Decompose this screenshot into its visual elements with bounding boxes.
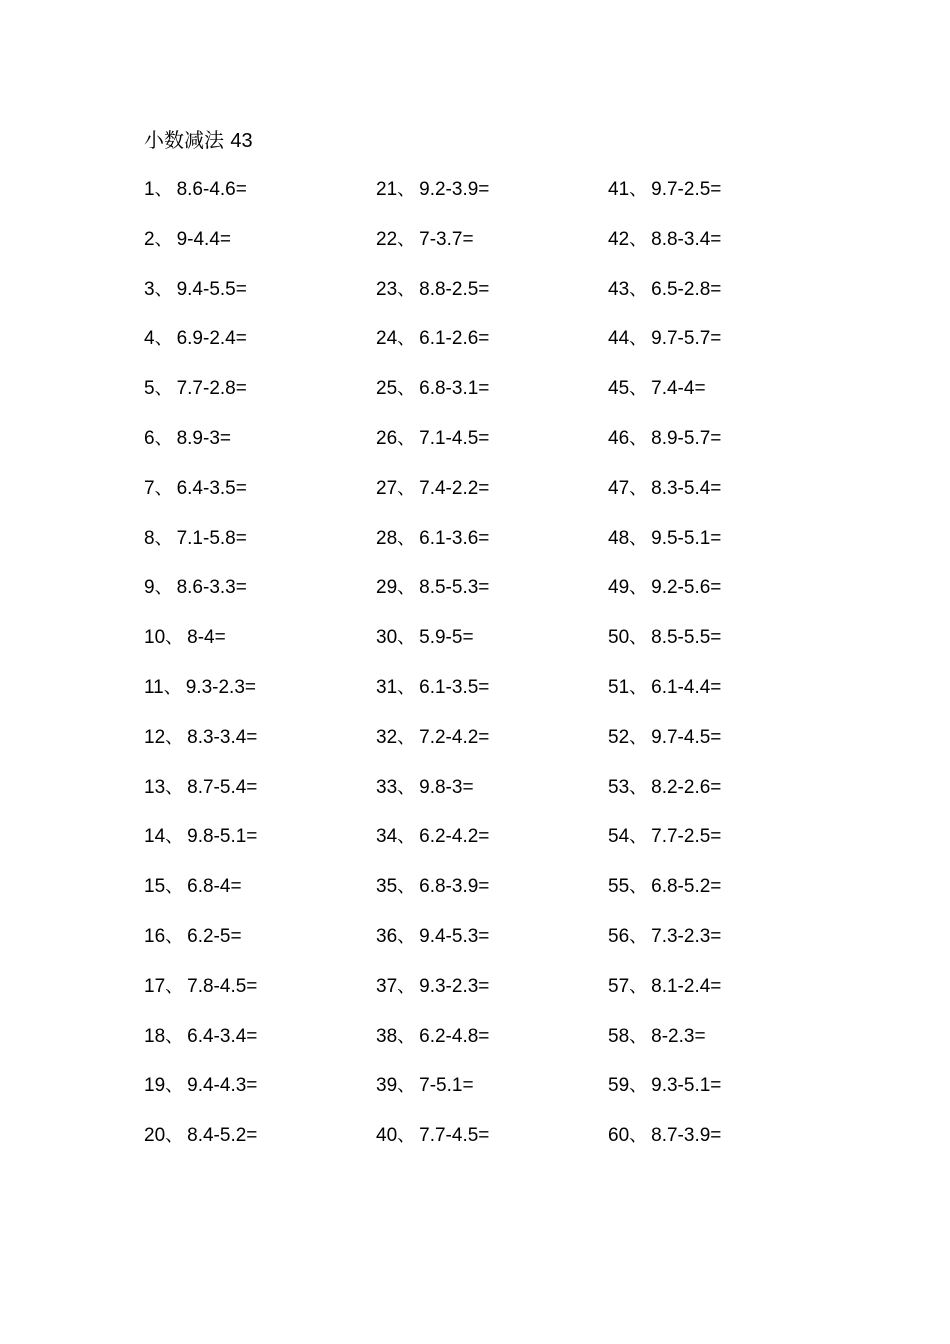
problem-item xyxy=(376,674,606,724)
problem-number: 46 xyxy=(608,427,630,449)
problem-expression: 6.1-2.6= xyxy=(419,328,490,350)
problem-expression: 9.8-3= xyxy=(419,776,474,798)
problem-expression: 7-5.1= xyxy=(419,1075,474,1097)
page-title xyxy=(144,126,253,155)
problem-separator: 、 xyxy=(154,427,173,449)
problem-expression: 7.8-4.5= xyxy=(187,975,258,997)
problem-number: 38 xyxy=(376,1025,398,1047)
problem-expression: 6.2-5= xyxy=(187,925,242,947)
problem-item xyxy=(376,574,606,624)
problem-item xyxy=(376,176,606,226)
problem-item xyxy=(376,1122,606,1172)
problem-item xyxy=(608,226,838,276)
problem-number: 25 xyxy=(376,378,398,400)
problem-number: 31 xyxy=(376,676,398,698)
problem-expression: 9.4-5.3= xyxy=(419,925,490,947)
problem-expression: 9.4-4.3= xyxy=(187,1075,258,1097)
problem-expression: 8.9-5.7= xyxy=(651,427,722,449)
problem-column-3 xyxy=(608,176,838,1172)
problem-expression: 9.3-2.3= xyxy=(185,676,256,698)
problem-item xyxy=(376,276,606,326)
problem-expression: 8.3-3.4= xyxy=(187,726,258,748)
problem-separator: 、 xyxy=(629,627,648,649)
problem-number: 20 xyxy=(144,1125,166,1147)
problem-expression: 7.7-2.8= xyxy=(176,378,247,400)
problem-separator: 、 xyxy=(397,726,416,748)
problem-separator: 、 xyxy=(629,328,648,350)
problem-number: 21 xyxy=(376,179,398,200)
problem-item xyxy=(608,375,838,425)
problem-expression: 7.7-2.5= xyxy=(651,826,722,848)
problem-separator: 、 xyxy=(397,278,416,300)
problem-item xyxy=(376,923,606,973)
problem-separator: 、 xyxy=(397,1075,416,1097)
problem-number: 33 xyxy=(376,776,398,798)
problem-number: 45 xyxy=(608,378,630,400)
problem-number: 26 xyxy=(376,427,398,449)
problem-item xyxy=(608,624,838,674)
problem-number: 12 xyxy=(144,726,166,748)
problem-number: 18 xyxy=(144,1025,166,1047)
problem-expression: 9.8-5.1= xyxy=(187,826,258,848)
problem-separator: 、 xyxy=(165,925,184,947)
problem-number: 14 xyxy=(144,826,166,848)
problem-expression: 9-4.4= xyxy=(176,228,231,250)
problem-number: 35 xyxy=(376,876,398,898)
problem-expression: 7.3-2.3= xyxy=(651,925,722,947)
problem-number: 29 xyxy=(376,577,398,599)
problem-item xyxy=(144,724,374,774)
problem-separator: 、 xyxy=(629,1025,648,1047)
problem-item xyxy=(608,674,838,724)
problem-item xyxy=(376,1023,606,1073)
problem-separator: 、 xyxy=(629,1125,648,1147)
problem-item xyxy=(144,525,374,575)
problem-number: 4 xyxy=(144,328,155,350)
problem-expression: 8.6-4.6= xyxy=(176,179,247,200)
problem-item xyxy=(608,774,838,824)
problem-item xyxy=(144,176,374,226)
problem-expression: 9.7-4.5= xyxy=(651,726,722,748)
problem-number: 34 xyxy=(376,826,398,848)
problem-expression: 7.1-5.8= xyxy=(176,527,247,549)
problem-separator: 、 xyxy=(163,676,182,698)
problem-expression: 5.9-5= xyxy=(419,627,474,649)
problem-separator: 、 xyxy=(397,477,416,499)
problem-number: 48 xyxy=(608,527,630,549)
problem-separator: 、 xyxy=(165,627,184,649)
problem-item xyxy=(376,1072,606,1122)
problem-separator: 、 xyxy=(154,477,173,499)
problem-column-1 xyxy=(144,176,374,1172)
problem-expression: 8.5-5.3= xyxy=(419,577,490,599)
problem-separator: 、 xyxy=(165,876,184,898)
problem-expression: 8.4-5.2= xyxy=(187,1125,258,1147)
problem-separator: 、 xyxy=(154,328,173,350)
problem-item xyxy=(608,1122,838,1172)
problem-separator: 、 xyxy=(154,527,173,549)
problem-item xyxy=(376,624,606,674)
problem-expression: 6.8-5.2= xyxy=(651,876,722,898)
problem-separator: 、 xyxy=(397,925,416,947)
problem-expression: 9.5-5.1= xyxy=(651,527,722,549)
problem-number: 37 xyxy=(376,975,398,997)
problem-separator: 、 xyxy=(629,527,648,549)
problem-item xyxy=(376,823,606,873)
problem-number: 32 xyxy=(376,726,398,748)
problem-separator: 、 xyxy=(397,876,416,898)
problem-separator: 、 xyxy=(397,975,416,997)
problem-item xyxy=(376,375,606,425)
problem-expression: 9.7-5.7= xyxy=(651,328,722,350)
problem-expression: 6.4-3.4= xyxy=(187,1025,258,1047)
problem-item xyxy=(376,724,606,774)
problem-separator: 、 xyxy=(629,228,648,250)
problem-separator: 、 xyxy=(397,228,416,250)
problem-separator: 、 xyxy=(397,1025,416,1047)
problem-separator: 、 xyxy=(629,676,648,698)
problem-item xyxy=(608,325,838,375)
problem-separator: 、 xyxy=(629,179,648,200)
problem-item xyxy=(608,1072,838,1122)
problem-expression: 7.1-4.5= xyxy=(419,427,490,449)
problem-number: 42 xyxy=(608,228,630,250)
problem-number: 59 xyxy=(608,1075,630,1097)
problem-item xyxy=(144,276,374,326)
problem-expression: 6.8-3.9= xyxy=(419,876,490,898)
problem-number: 51 xyxy=(608,676,630,698)
problem-item xyxy=(608,823,838,873)
problem-separator: 、 xyxy=(154,278,173,300)
problem-number: 3 xyxy=(144,278,155,300)
problem-item xyxy=(144,1122,374,1172)
problem-number: 47 xyxy=(608,477,630,499)
problem-expression: 6.9-2.4= xyxy=(176,328,247,350)
problem-separator: 、 xyxy=(165,975,184,997)
problem-number: 17 xyxy=(144,975,166,997)
problem-item xyxy=(376,425,606,475)
problem-expression: 6.1-3.6= xyxy=(419,527,490,549)
problem-item xyxy=(608,923,838,973)
problem-expression: 8.8-2.5= xyxy=(419,278,490,300)
problem-separator: 、 xyxy=(397,378,416,400)
problem-separator: 、 xyxy=(165,1025,184,1047)
problem-item xyxy=(144,226,374,276)
problem-number: 15 xyxy=(144,876,166,898)
problem-expression: 7-3.7= xyxy=(419,228,474,250)
problem-number: 50 xyxy=(608,627,630,649)
problem-separator: 、 xyxy=(629,726,648,748)
problem-number: 22 xyxy=(376,228,398,250)
problem-expression: 6.1-4.4= xyxy=(651,676,722,698)
problem-expression: 8.5-5.5= xyxy=(651,627,722,649)
problem-separator: 、 xyxy=(397,676,416,698)
problem-expression: 8.8-3.4= xyxy=(651,228,722,250)
problem-number: 57 xyxy=(608,975,630,997)
problem-number: 54 xyxy=(608,826,630,848)
problem-separator: 、 xyxy=(397,577,416,599)
problem-expression: 9.2-3.9= xyxy=(419,179,490,200)
problem-separator: 、 xyxy=(397,179,416,200)
problem-separator: 、 xyxy=(165,726,184,748)
problem-expression: 8.7-3.9= xyxy=(651,1125,722,1147)
problem-number: 36 xyxy=(376,925,398,947)
problem-column-2 xyxy=(376,176,606,1172)
problem-item xyxy=(376,873,606,923)
problem-number: 28 xyxy=(376,527,398,549)
problem-separator: 、 xyxy=(629,278,648,300)
problem-separator: 、 xyxy=(165,1075,184,1097)
problem-separator: 、 xyxy=(629,1075,648,1097)
problem-separator: 、 xyxy=(154,577,173,599)
problem-expression: 8-2.3= xyxy=(651,1025,706,1047)
problem-separator: 、 xyxy=(397,1125,416,1147)
problem-item xyxy=(376,475,606,525)
problem-expression: 9.2-5.6= xyxy=(651,577,722,599)
problem-expression: 8.6-3.3= xyxy=(176,577,247,599)
problem-expression: 6.5-2.8= xyxy=(651,278,722,300)
problem-separator: 、 xyxy=(154,179,173,200)
problem-separator: 、 xyxy=(397,826,416,848)
problem-number: 52 xyxy=(608,726,630,748)
problem-expression: 8.2-2.6= xyxy=(651,776,722,798)
problem-expression: 6.4-3.5= xyxy=(176,477,247,499)
problem-separator: 、 xyxy=(165,1125,184,1147)
problem-expression: 8-4= xyxy=(187,627,226,649)
problem-number: 43 xyxy=(608,278,630,300)
problem-number: 13 xyxy=(144,776,166,798)
problem-expression: 9.3-5.1= xyxy=(651,1075,722,1097)
problem-item xyxy=(144,973,374,1023)
problem-expression: 8.9-3= xyxy=(176,427,231,449)
problem-item xyxy=(608,724,838,774)
problem-separator: 、 xyxy=(629,975,648,997)
problem-expression: 7.7-4.5= xyxy=(419,1125,490,1147)
problem-item xyxy=(608,176,838,226)
problem-item xyxy=(608,574,838,624)
problem-separator: 、 xyxy=(154,378,173,400)
problem-separator: 、 xyxy=(154,228,173,250)
problem-item xyxy=(608,525,838,575)
problem-separator: 、 xyxy=(165,826,184,848)
problem-number: 10 xyxy=(144,627,166,649)
problem-number: 5 xyxy=(144,378,155,400)
problem-separator: 、 xyxy=(397,328,416,350)
problem-item xyxy=(144,425,374,475)
problem-item xyxy=(608,475,838,525)
problem-item xyxy=(144,325,374,375)
problem-separator: 、 xyxy=(629,826,648,848)
problem-separator: 、 xyxy=(629,776,648,798)
problem-number: 7 xyxy=(144,477,155,499)
problem-number: 24 xyxy=(376,328,398,350)
problem-number: 55 xyxy=(608,876,630,898)
problem-separator: 、 xyxy=(397,527,416,549)
problem-item xyxy=(608,873,838,923)
problem-number: 49 xyxy=(608,577,630,599)
problem-separator: 、 xyxy=(629,876,648,898)
problem-separator: 、 xyxy=(629,577,648,599)
problem-number: 30 xyxy=(376,627,398,649)
problem-expression: 7.2-4.2= xyxy=(419,726,490,748)
problem-number: 44 xyxy=(608,328,630,350)
problem-number: 58 xyxy=(608,1025,630,1047)
problem-separator: 、 xyxy=(629,378,648,400)
problem-expression: 7.4-4= xyxy=(651,378,706,400)
problem-separator: 、 xyxy=(397,627,416,649)
problem-item xyxy=(144,1072,374,1122)
problem-item xyxy=(608,276,838,326)
problem-number: 60 xyxy=(608,1125,630,1147)
problem-number: 8 xyxy=(144,527,155,549)
problem-expression: 9.7-2.5= xyxy=(651,179,722,200)
problem-number: 1 xyxy=(144,179,155,200)
problem-expression: 8.7-5.4= xyxy=(187,776,258,798)
problem-item xyxy=(376,525,606,575)
problem-item xyxy=(608,425,838,475)
problem-expression: 6.8-4= xyxy=(187,876,242,898)
problem-separator: 、 xyxy=(629,427,648,449)
title-number: 43 xyxy=(230,130,253,152)
problem-item xyxy=(144,674,374,724)
problem-number: 39 xyxy=(376,1075,398,1097)
problem-item xyxy=(376,226,606,276)
problem-separator: 、 xyxy=(629,925,648,947)
problem-number: 27 xyxy=(376,477,398,499)
problem-expression: 9.4-5.5= xyxy=(176,278,247,300)
problem-number: 2 xyxy=(144,228,155,250)
problem-number: 9 xyxy=(144,577,155,599)
problem-item xyxy=(144,375,374,425)
problem-item xyxy=(608,973,838,1023)
problem-item xyxy=(144,475,374,525)
problem-item xyxy=(376,774,606,824)
problem-item xyxy=(376,325,606,375)
problem-item xyxy=(144,1023,374,1073)
problem-item xyxy=(144,923,374,973)
problem-expression: 6.1-3.5= xyxy=(419,676,490,698)
title-text: 小数减法 xyxy=(144,128,224,152)
problem-expression: 8.1-2.4= xyxy=(651,975,722,997)
problem-separator: 、 xyxy=(165,776,184,798)
problem-item xyxy=(144,823,374,873)
problem-item xyxy=(376,973,606,1023)
problem-item xyxy=(144,574,374,624)
problem-separator: 、 xyxy=(397,776,416,798)
problem-item xyxy=(608,1023,838,1073)
problem-expression: 7.4-2.2= xyxy=(419,477,490,499)
problem-number: 23 xyxy=(376,278,398,300)
problem-number: 16 xyxy=(144,925,166,947)
problem-number: 6 xyxy=(144,427,155,449)
problem-item xyxy=(144,624,374,674)
problem-separator: 、 xyxy=(629,477,648,499)
problem-number: 41 xyxy=(608,179,630,200)
problem-number: 56 xyxy=(608,925,630,947)
problem-item xyxy=(144,873,374,923)
problem-expression: 6.2-4.8= xyxy=(419,1025,490,1047)
problem-number: 40 xyxy=(376,1125,398,1147)
problem-expression: 9.3-2.3= xyxy=(419,975,490,997)
problem-separator: 、 xyxy=(397,427,416,449)
problem-number: 11 xyxy=(144,676,164,698)
problem-expression: 8.3-5.4= xyxy=(651,477,722,499)
problem-number: 19 xyxy=(144,1075,166,1097)
problem-number: 53 xyxy=(608,776,630,798)
problem-expression: 6.8-3.1= xyxy=(419,378,490,400)
problem-item xyxy=(144,774,374,824)
problem-expression: 6.2-4.2= xyxy=(419,826,490,848)
